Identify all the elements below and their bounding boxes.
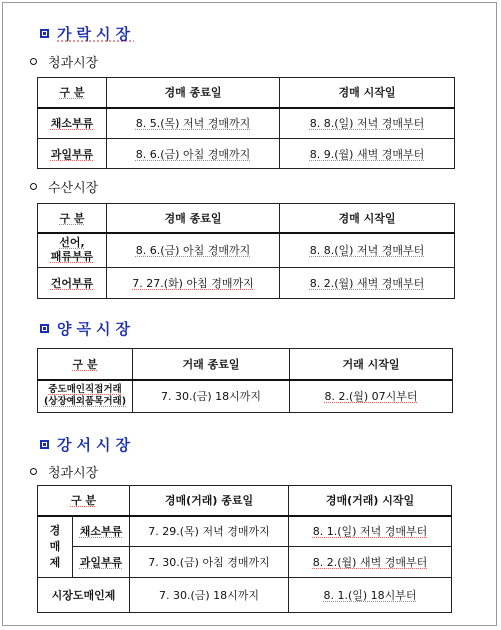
circle-bullet-icon [30,468,37,475]
group-label-auction: 경매제 [38,516,73,578]
garak-fishery-table [37,203,455,299]
table-header-row [38,486,452,516]
table-row [38,547,452,578]
row-category: 과일부류 [73,547,130,578]
square-bullet-icon [40,440,49,449]
header-end-date: 경매 종료일 [107,78,280,108]
row-end-date: 7. 27.(화) 아침 경매까지 [107,268,280,299]
row-category: 과일부류 [38,139,107,169]
header-category: 구 분 [38,78,107,108]
table-header-row [38,349,453,380]
table-header-row [38,204,455,233]
gangseo-fruit-veg-table [37,485,452,613]
subsection-title: 청과시장 [48,56,99,71]
grain-table [37,348,453,413]
row-start-date: 8. 1.(일) 18시부터 [289,578,452,613]
circle-bullet-icon [30,183,37,190]
row-start-date: 8. 2.(월) 07시부터 [290,380,453,413]
row-start-date: 8. 1.(일) 저녁 경매부터 [289,516,452,547]
header-start-date: 경매(거래) 시작일 [289,486,452,516]
subsection-heading-fruit-veg [30,462,98,481]
section-heading-grain [40,318,135,339]
table-row [38,233,455,268]
row-start-date: 8. 2.(월) 새벽 경매부터 [289,547,452,578]
section-title: 양곡시장 [57,320,135,338]
category-line-1: 중도매인직접거래 [48,384,122,396]
row-category: 채소부류 [73,516,130,547]
header-end-date: 경매(거래) 종료일 [130,486,289,516]
subsection-heading-fruit-veg [30,52,98,71]
row-end-date: 7. 29.(목) 저녁 경매까지 [130,516,289,547]
table-row [38,139,455,169]
table-header-row [38,78,455,108]
table-row [38,380,453,413]
row-end-date: 8. 6.(금) 아침 경매까지 [107,139,280,169]
square-bullet-icon [40,29,49,38]
table-row [38,516,452,547]
row-category: 채소부류 [38,108,107,139]
subsection-title: 수산시장 [48,181,99,196]
table-row [38,108,455,139]
row-end-date: 8. 6.(금) 아침 경매까지 [107,233,280,268]
category-line-2: 패류부류 [50,250,94,264]
row-end-date: 7. 30.(금) 18시까지 [130,578,289,613]
header-category: 구 분 [38,204,107,233]
category-line-1: 선어, [59,236,85,250]
section-title: 강서시장 [57,436,135,454]
section-heading-gangseo [40,434,135,455]
row-category: 시장도매인제 [38,578,130,613]
row-end-date: 8. 5.(목) 저녁 경매까지 [107,108,280,139]
row-category [38,380,133,413]
header-category: 구 분 [38,486,130,516]
row-category [38,233,107,268]
garak-fruit-veg-table [37,77,455,169]
header-end-date: 경매 종료일 [107,204,280,233]
header-start-date: 거래 시작일 [290,349,453,380]
row-start-date: 8. 9.(월) 새벽 경매부터 [280,139,455,169]
subsection-heading-fishery [30,177,98,196]
header-category: 구 분 [38,349,133,380]
row-end-date: 7. 30.(금) 18시까지 [133,380,290,413]
header-start-date: 경매 시작일 [280,204,455,233]
subsection-title: 청과시장 [48,466,99,481]
row-start-date: 8. 2.(월) 새벽 경매부터 [280,268,455,299]
square-bullet-icon [40,324,49,333]
row-start-date: 8. 8.(일) 저녁 경매부터 [280,233,455,268]
header-start-date: 경매 시작일 [280,78,455,108]
table-row [38,578,452,613]
section-heading-garak [40,23,135,44]
row-start-date: 8. 8.(일) 저녁 경매부터 [280,108,455,139]
row-category: 건어부류 [38,268,107,299]
category-line-2: (상장예외품목거래) [43,396,127,408]
section-title: 가락시장 [57,25,135,43]
header-end-date: 거래 종료일 [133,349,290,380]
table-row [38,268,455,299]
row-end-date: 7. 30.(금) 아침 경매까지 [130,547,289,578]
circle-bullet-icon [30,58,37,65]
